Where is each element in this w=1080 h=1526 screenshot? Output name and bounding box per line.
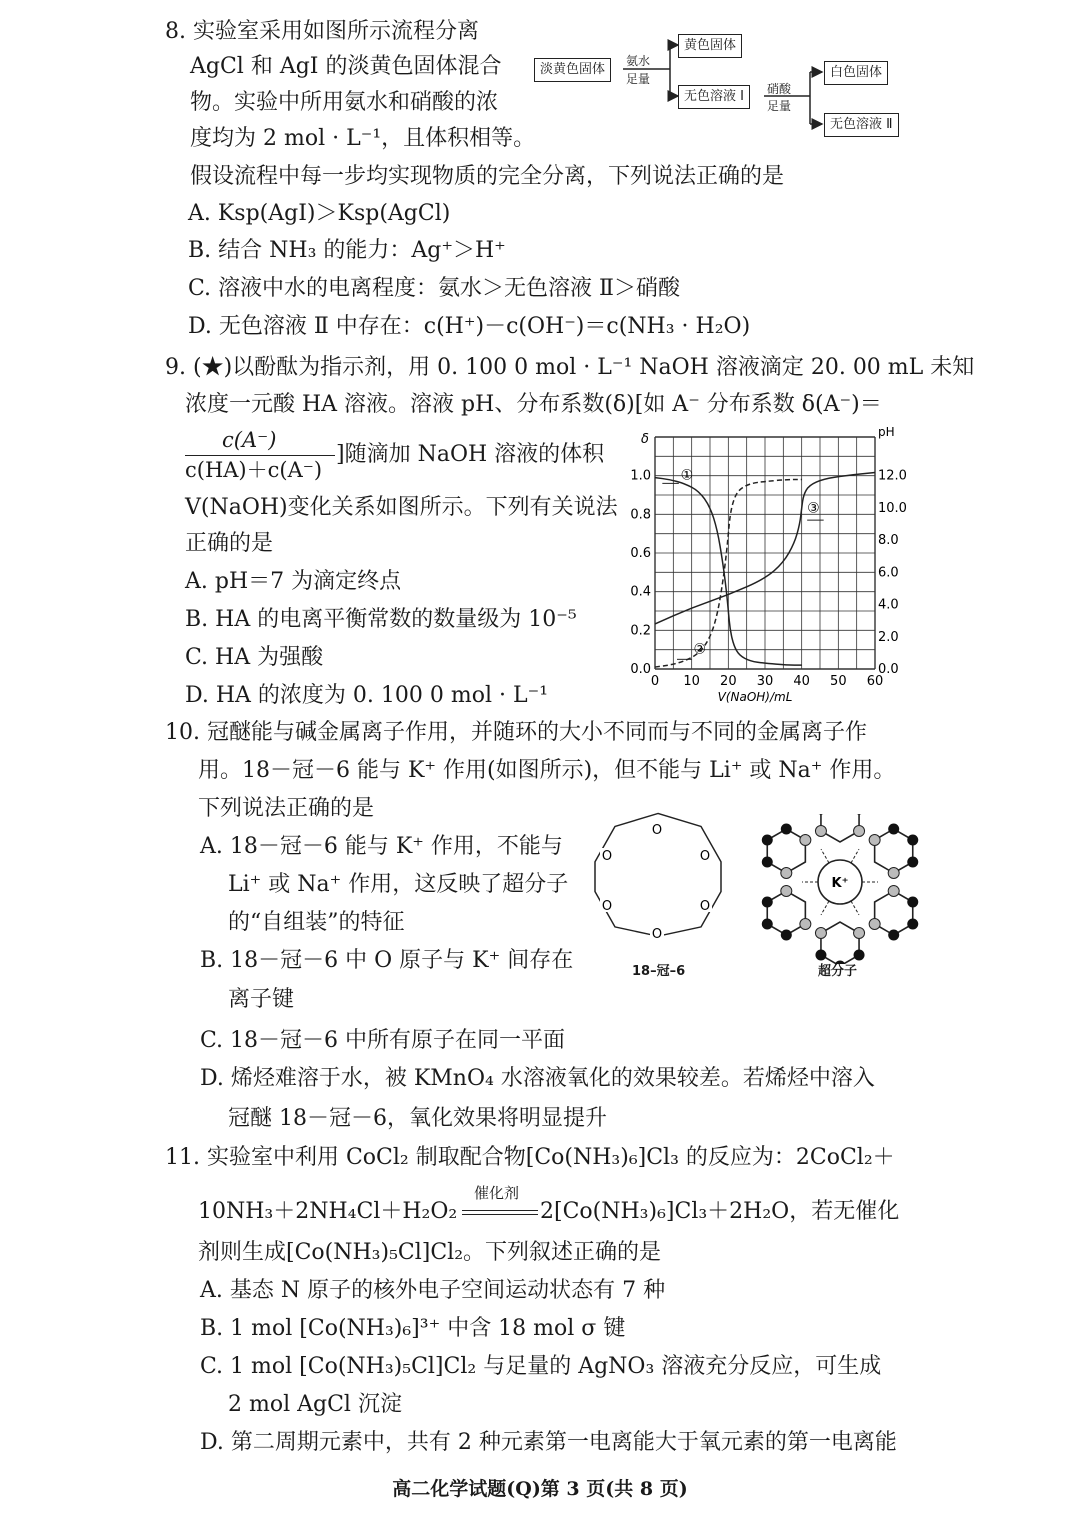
y-left-axis-label: δ [641, 432, 649, 447]
carbon-atom [888, 930, 899, 941]
q8-option-c: C. 溶液中水的电离程度：氨水＞无色溶液 Ⅱ＞硝酸 [188, 276, 680, 301]
carbon-atom [762, 857, 773, 868]
coordination-bond [821, 901, 829, 915]
hexagon-ring [875, 829, 913, 873]
q11-option-c-1: C. 1 mol [Co(NH₃)₅Cl]Cl₂ 与足量的 AgNO₃ 溶液充分反应，可生成 [200, 1354, 882, 1379]
chart-ticks [630, 425, 907, 704]
crown-ether-caption: 18–冠–6 [632, 964, 686, 979]
hexagon-ring [821, 814, 859, 842]
catalyst-label: 催化剂 [474, 1184, 520, 1202]
y-left-tick-label: 0.8 [630, 507, 651, 523]
y-left-tick-label: 0.4 [630, 584, 651, 600]
coordination-bond [821, 849, 829, 863]
q10-option-b-1: B. 18－冠－6 中 O 原子与 K⁺ 间存在 [200, 948, 574, 973]
q11-line1: 11. 实验室中利用 CoCl₂ 制取配合物[Co(NH₃)₆]Cl₃ 的反应为：2CoCl₂＋ [165, 1145, 895, 1170]
q9-option-a: A. pH＝7 为滴定终点 [185, 569, 402, 594]
flow-reagent2-bottom: 足量 [767, 99, 792, 113]
q8-line3: 物。实验中所用氨水和硝酸的浓 [190, 90, 499, 115]
q9-line4: V(NaOH)变化关系如图所示。下列有关说法 [185, 495, 618, 520]
supramolecule-structure [760, 814, 920, 964]
q8-option-b: B. 结合 NH₃ 的能力：Ag⁺＞H⁺ [188, 238, 506, 263]
carbon-atom [815, 950, 826, 961]
q8-line1: 8. 实验室采用如图所示流程分离 [165, 19, 479, 44]
oxygen-label: O [699, 899, 711, 914]
q9-line5: 正确的是 [185, 531, 274, 556]
oxygen-atom [781, 886, 792, 897]
hexagon-ring [875, 891, 913, 935]
flow-yellow-solid-box: 黄色固体 [678, 34, 742, 58]
carbon-atom [815, 814, 826, 815]
x-tick-label: 30 [756, 674, 774, 689]
carbon-atom [854, 950, 865, 961]
y-right-tick-label: 6.0 [878, 565, 899, 581]
x-tick-label: 60 [866, 674, 884, 689]
flow-solution1-box: 无色溶液 Ⅰ [678, 85, 750, 109]
q11-option-a: A. 基态 N 原子的核外电子空间运动状态有 7 种 [200, 1278, 666, 1303]
hexagon-ring [767, 829, 805, 873]
q11-option-c-2: 2 mol AgCl 沉淀 [228, 1392, 402, 1417]
x-tick-label: 20 [720, 674, 737, 689]
reaction-arrow-2 [462, 1214, 538, 1215]
x-axis-label: V(NaOH)/mL [717, 690, 793, 704]
potassium-label: K⁺ [831, 876, 849, 891]
carbon-atom [907, 857, 918, 868]
oxygen-atom [815, 826, 826, 837]
y-right-tick-label: 10.0 [878, 500, 907, 516]
oxygen-atom [800, 835, 811, 846]
flow-reagent1-top: 氨水 [626, 54, 651, 68]
carbon-atom [888, 824, 899, 835]
flow-solution2-box: 无色溶液 Ⅱ [824, 113, 899, 137]
oxygen-atom [854, 826, 865, 837]
q10-option-a-1: A. 18－冠－6 能与 K⁺ 作用，不能与 [200, 834, 563, 859]
oxygen-label: O [601, 899, 613, 914]
annotation-3: ③ [807, 500, 820, 517]
oxygen-atom [781, 868, 792, 879]
annotation-2: ② [693, 641, 707, 658]
y-right-axis-label: pH [878, 425, 895, 439]
carbon-atom [781, 824, 792, 835]
flow-reagent1-bottom: 足量 [626, 72, 651, 86]
reaction-arrow [462, 1210, 538, 1211]
q8-line4: 度均为 2 mol · L⁻¹，且体积相等。 [190, 126, 536, 151]
oxygen-label: O [651, 927, 663, 942]
q10-option-b-2: 离子键 [228, 987, 295, 1012]
q11-equation-left: 10NH₃＋2NH₄Cl＋H₂O₂ [198, 1199, 458, 1224]
page-footer: 高二化学试题(Q)第 3 页(共 8 页) [392, 1478, 688, 1500]
annotation-1: ① [680, 467, 694, 484]
oxygen-atom [815, 928, 826, 939]
carbon-atom [781, 930, 792, 941]
oxygen-label: O [651, 823, 663, 838]
x-tick-label: 10 [683, 674, 700, 689]
supramolecule-caption: 超分子 [818, 964, 858, 979]
y-right-tick-label: 2.0 [878, 629, 899, 645]
titration-chart [620, 425, 920, 710]
flow-white-solid-box: 白色固体 [824, 61, 888, 85]
q10-option-d-1: D. 烯烃难溶于水，被 KMnO₄ 水溶液氧化的效果较差。若烯烃中溶入 [200, 1066, 875, 1091]
q9-option-c: C. HA 为强酸 [185, 645, 324, 670]
oxygen-atom [869, 919, 880, 930]
hexagon-ring [821, 922, 859, 964]
q8-option-d: D. 无色溶液 Ⅱ 中存在：c(H⁺)－c(OH⁻)＝c(NH₃ · H₂O) [188, 314, 751, 339]
carbon-atom [762, 835, 773, 846]
crown-ether-structure [588, 812, 730, 952]
x-tick-label: 0 [650, 674, 660, 689]
y-right-tick-label: 4.0 [878, 597, 899, 613]
fraction-denominator: c(HA)＋c(A⁻) [185, 458, 323, 482]
carbon-atom [762, 897, 773, 908]
carbon-atom [854, 814, 865, 815]
y-right-tick-label: 0.0 [878, 662, 899, 677]
q11-option-d: D. 第二周期元素中，共有 2 种元素第一电离能大于氧元素的第一电离能 [200, 1430, 897, 1455]
x-tick-label: 40 [793, 674, 810, 689]
oxygen-label: O [601, 849, 613, 864]
q8-line2: AgCl 和 AgI 的淡黄色固体混合 [190, 54, 502, 79]
q9-line2: 浓度一元酸 HA 溶液。溶液 pH、分布系数(δ)[如 A⁻ 分布系数 δ(A⁻)＝ [185, 392, 882, 417]
q10-option-a-3: 的“自组装”的特征 [228, 910, 405, 935]
coordination-bond [851, 849, 859, 863]
hexagon-ring [767, 891, 805, 935]
q10-option-d-2: 冠醚 18－冠－6，氧化效果将明显提升 [228, 1106, 607, 1131]
carbon-atom [907, 835, 918, 846]
coordination-bond [851, 901, 859, 915]
y-right-tick-label: 12.0 [878, 468, 907, 484]
flow-start-box: 淡黄色固体 [534, 58, 611, 82]
carbon-atom [907, 897, 918, 908]
y-left-tick-label: 0.0 [630, 662, 651, 677]
oxygen-label: O [699, 849, 711, 864]
q11-option-b: B. 1 mol [Co(NH₃)₆]³⁺ 中含 18 mol σ 键 [200, 1316, 626, 1341]
oxygen-atom [888, 868, 899, 879]
q9-option-b: B. HA 的电离平衡常数的数量级为 10⁻⁵ [185, 607, 577, 632]
q9-line3: ]随滴加 NaOH 溶液的体积 [336, 442, 605, 467]
y-left-tick-label: 0.2 [630, 623, 651, 639]
carbon-atom [907, 919, 918, 930]
q9-option-d: D. HA 的浓度为 0. 100 0 mol · L⁻¹ [185, 683, 549, 708]
q10-option-c: C. 18－冠－6 中所有原子在同一平面 [200, 1028, 566, 1053]
fraction-numerator: c(A⁻) [222, 428, 277, 452]
x-tick-label: 50 [830, 674, 847, 689]
q9-line1: 9. (★)以酚酞为指示剂，用 0. 100 0 mol · L⁻¹ NaOH 溶液滴定 20. 00 mL 未知 [165, 355, 975, 380]
y-left-tick-label: 1.0 [630, 468, 651, 484]
q10-line1: 10. 冠醚能与碱金属离子作用，并随环的大小不同而与不同的金属离子作 [165, 720, 867, 745]
carbon-atom [762, 919, 773, 930]
q10-line3: 下列说法正确的是 [198, 796, 375, 821]
q11-equation-right: 2[Co(NH₃)₆]Cl₃＋2H₂O，若无催化 [540, 1199, 900, 1224]
q10-option-a-2: Li⁺ 或 Na⁺ 作用，这反映了超分子 [228, 872, 569, 897]
oxygen-atom [869, 835, 880, 846]
oxygen-atom [888, 886, 899, 897]
y-left-tick-label: 0.6 [630, 546, 651, 561]
q8-line5: 假设流程中每一步均实现物质的完全分离，下列说法正确的是 [190, 164, 785, 189]
flow-reagent2-top: 硝酸 [767, 82, 792, 96]
oxygen-atom [854, 928, 865, 939]
q11-line3: 剂则生成[Co(NH₃)₅Cl]Cl₂。下列叙述正确的是 [198, 1240, 662, 1265]
q8-option-a: A. Ksp(AgI)＞Ksp(AgCl) [188, 201, 451, 226]
oxygen-atom [800, 919, 811, 930]
q10-line2: 用。18－冠－6 能与 K⁺ 作用(如图所示)，但不能与 Li⁺ 或 Na⁺ 作用。 [198, 758, 896, 783]
y-right-tick-label: 8.0 [878, 533, 899, 549]
